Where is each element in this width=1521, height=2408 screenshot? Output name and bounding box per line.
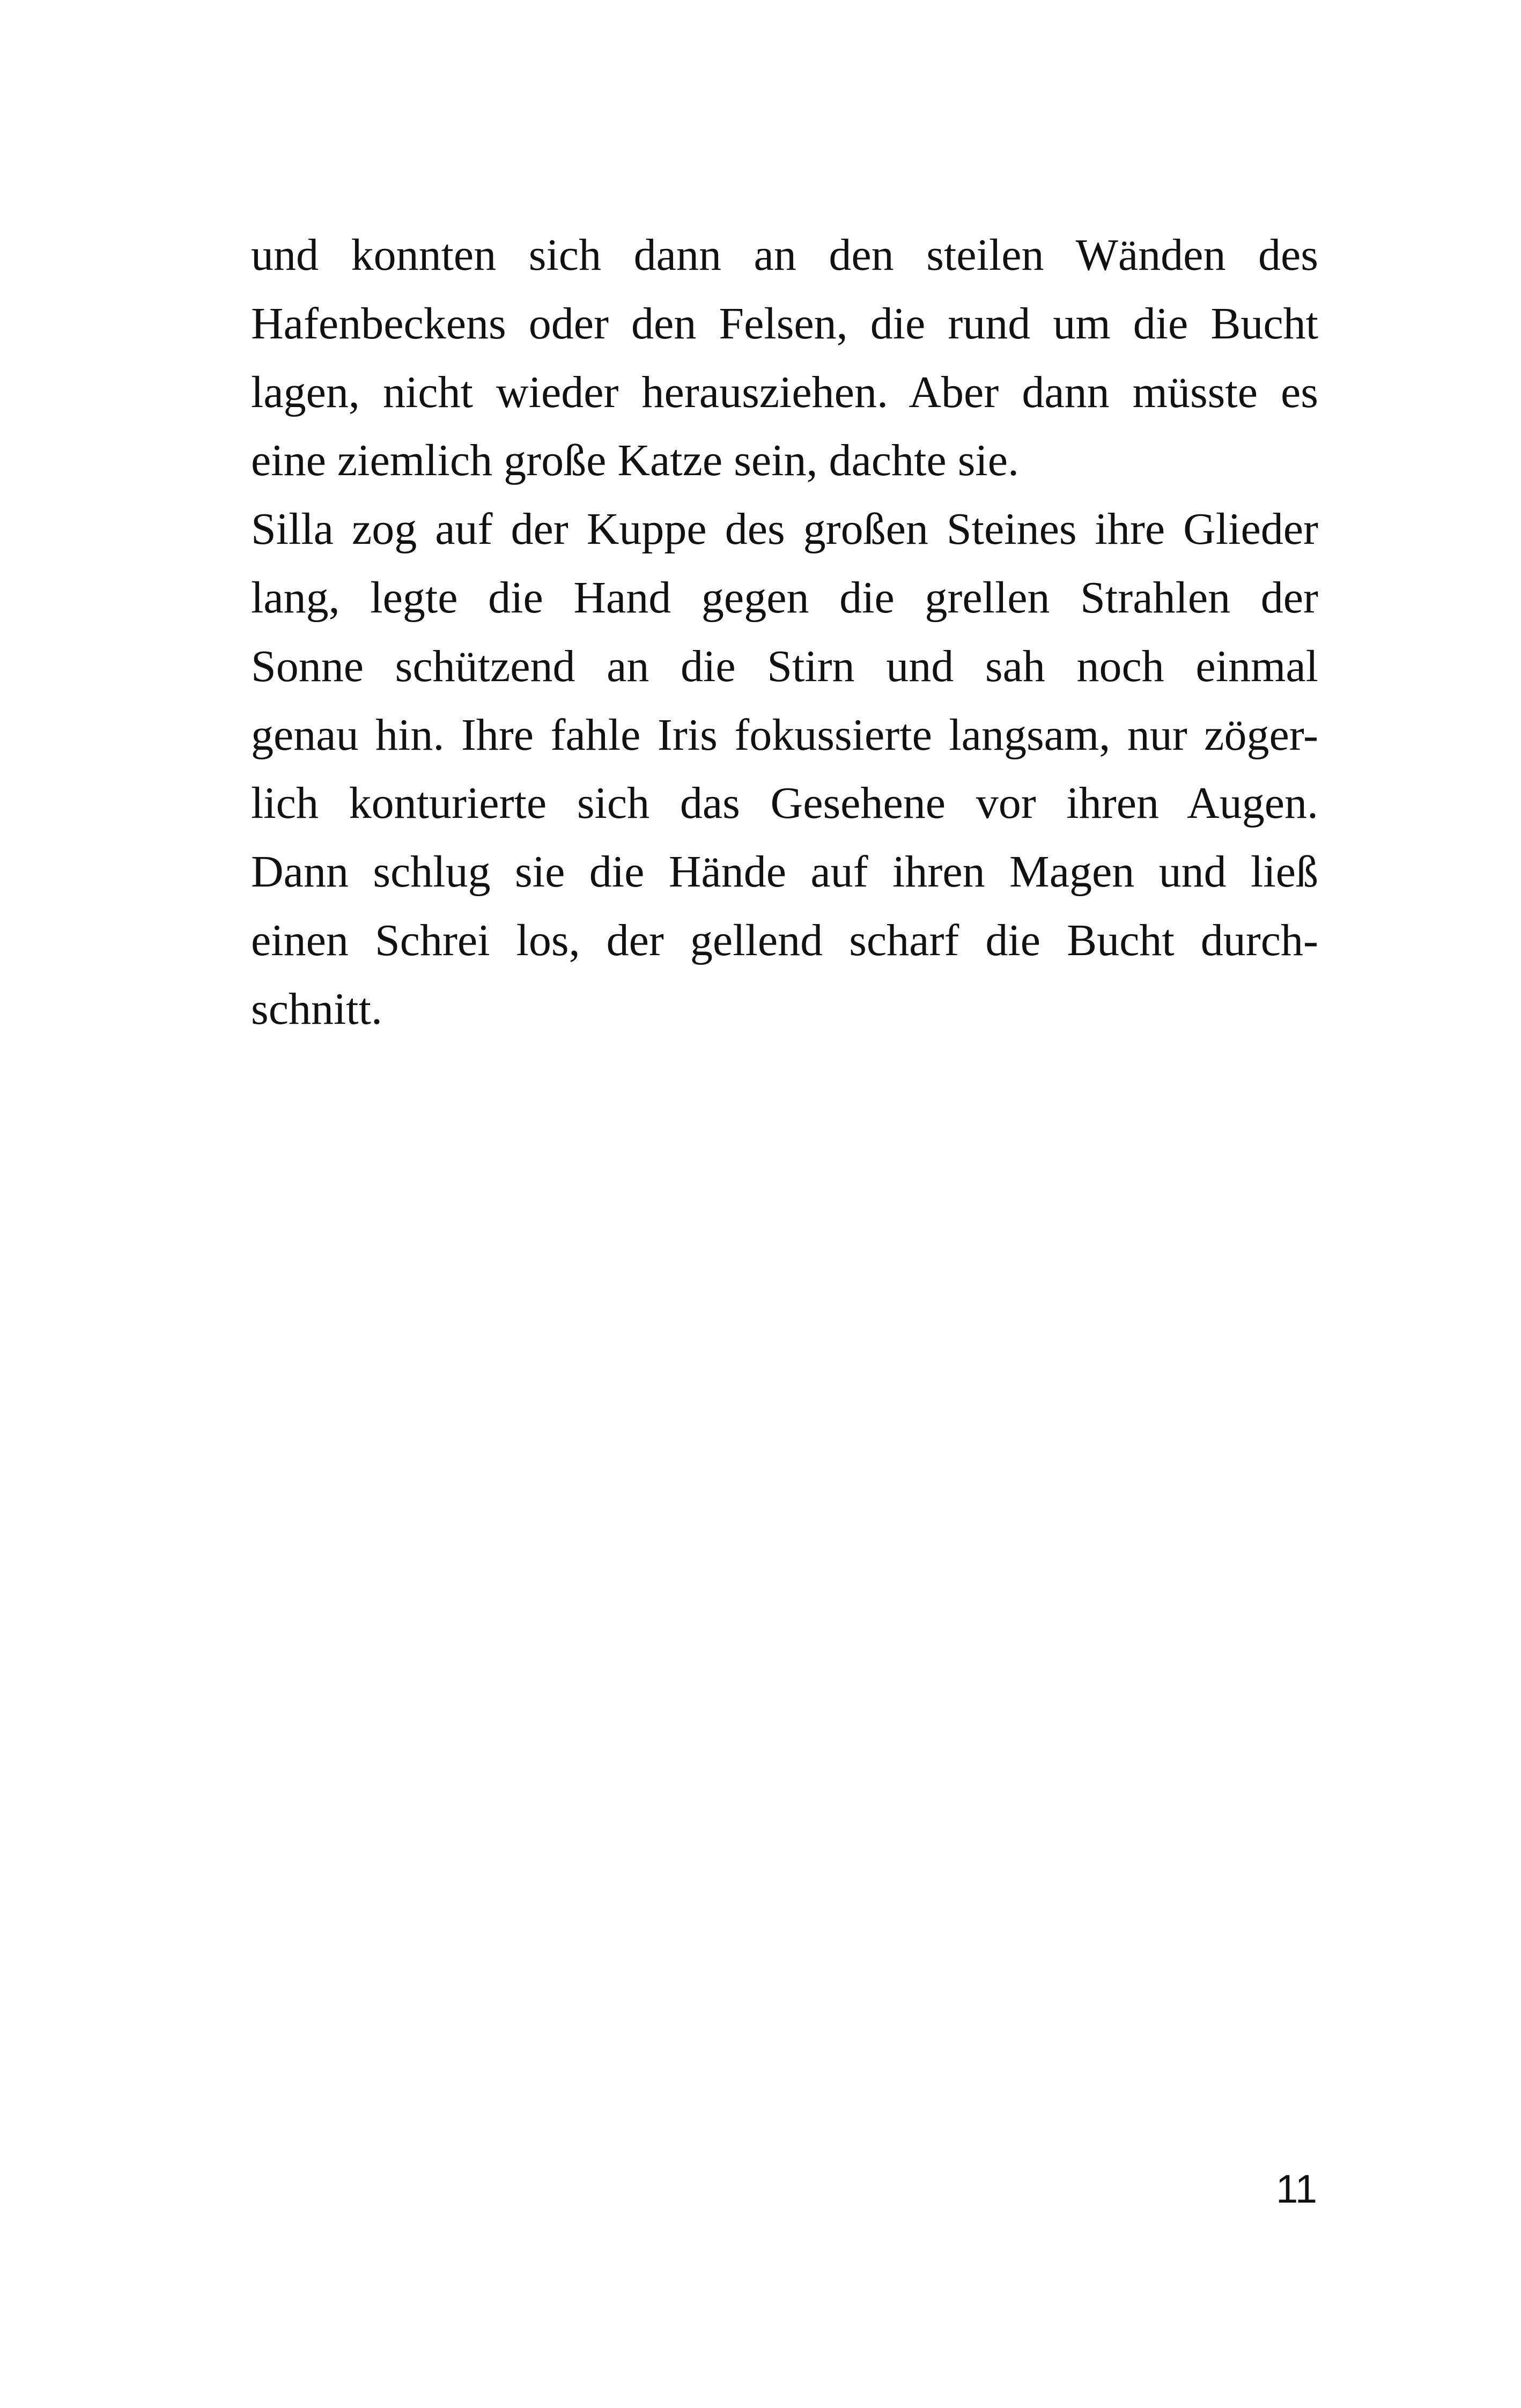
body-text (251, 221, 1318, 1044)
text-line: lang, legte die Hand gegen die grellen Strahlen der (251, 572, 1318, 623)
text-line: schnitt. (251, 984, 382, 1034)
text-line: Hafenbeckens oder den Felsen, die rund um die Bucht (251, 298, 1318, 349)
text-line: Dann schlug sie die Hände auf ihren Magen und ließ (251, 847, 1318, 897)
text-line: und konnten sich dann an den steilen Wänden des (251, 230, 1318, 280)
text-line: lich konturierte sich das Gesehene vor ihren Augen. (251, 778, 1318, 829)
text-line: lagen, nicht wieder herausziehen. Aber dann müsste es (251, 367, 1318, 417)
text-line: einen Schrei los, der gellend scharf die Bucht durch- (251, 915, 1318, 965)
text-line: Silla zog auf der Kuppe des großen Steines ihre Glieder (251, 504, 1318, 555)
text-line: eine ziemlich große Katze sein, dachte sie. (251, 435, 1020, 486)
text-line: Sonne schützend an die Stirn und sah noch einmal (251, 641, 1318, 691)
text-line: genau hin. Ihre fahle Iris fokussierte langsam, nur zöger- (251, 710, 1318, 760)
page-number: 11 (1276, 2167, 1317, 2211)
